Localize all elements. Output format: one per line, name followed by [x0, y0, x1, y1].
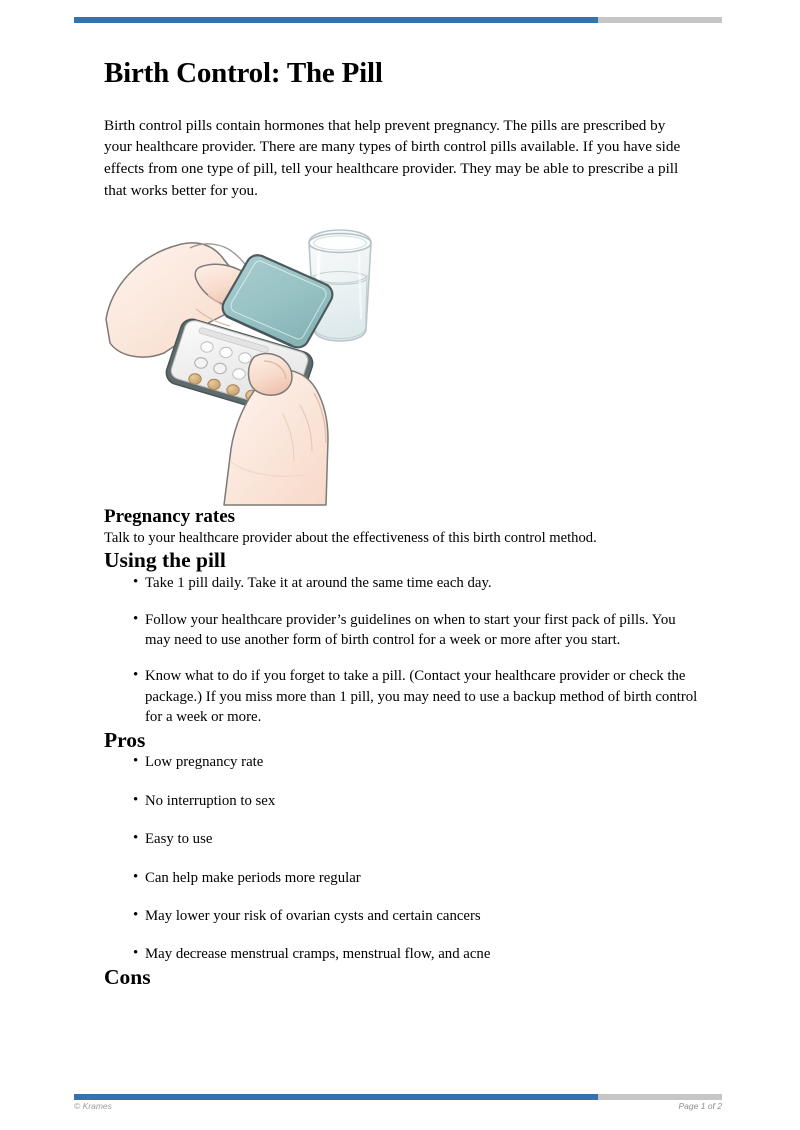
- heading-pregnancy-rates: Pregnancy rates: [104, 506, 236, 528]
- list-item: • Easy to use: [104, 829, 704, 849]
- heading-cons: Cons: [104, 964, 151, 989]
- list-item: • Can help make periods more regular: [104, 868, 704, 888]
- list-item: • No interruption to sex: [104, 791, 704, 811]
- heading-pros: Pros: [104, 727, 146, 752]
- intro-paragraph: Birth control pills contain hormones that help prevent pregnancy. The pills are prescribed by your healthcare provider. There are many types of birth control pills available. If you have side effects from one type of pill, tell your healthcare provider. They may be able to prescribe a pill that works better for you.: [104, 116, 681, 199]
- footer-page-number: Page 1 of 2: [678, 1101, 722, 1111]
- using-the-pill-list: [104, 573, 704, 727]
- footer-copyright: © Krames: [74, 1101, 112, 1111]
- heading-using-the-pill: Using the pill: [104, 548, 226, 573]
- footer-rule-blue-segment: [74, 1094, 598, 1100]
- pros-list: [104, 752, 704, 964]
- list-item: • May lower your risk of ovarian cysts and certain cancers: [104, 906, 704, 926]
- list-item: • Know what to do if you forget to take a pill. (Contact your healthcare provider or check the package.) If you miss more than 1 pill, you may need to use a backup method of birth control for a week or more.: [104, 666, 704, 727]
- list-item: • May decrease menstrual cramps, menstrual flow, and acne: [104, 944, 704, 964]
- list-item: • Follow your healthcare provider’s guidelines on when to start your first pack of pills. You may need to use another form of birth control for a week or more after you start.: [104, 610, 704, 651]
- page-content: [104, 0, 704, 990]
- page-title: Birth Control: The Pill: [104, 57, 383, 89]
- footer-rule: [74, 1094, 722, 1100]
- list-item: • Take 1 pill daily. Take it at around the same time each day.: [104, 573, 704, 593]
- footer-rule-gray-segment: [598, 1094, 722, 1100]
- page-footer: [74, 1101, 722, 1111]
- pregnancy-rates-body: Talk to your healthcare provider about the effectiveness of this birth control method.: [104, 530, 597, 547]
- pill-pack-illustration: [104, 221, 404, 506]
- list-item: • Low pregnancy rate: [104, 752, 704, 772]
